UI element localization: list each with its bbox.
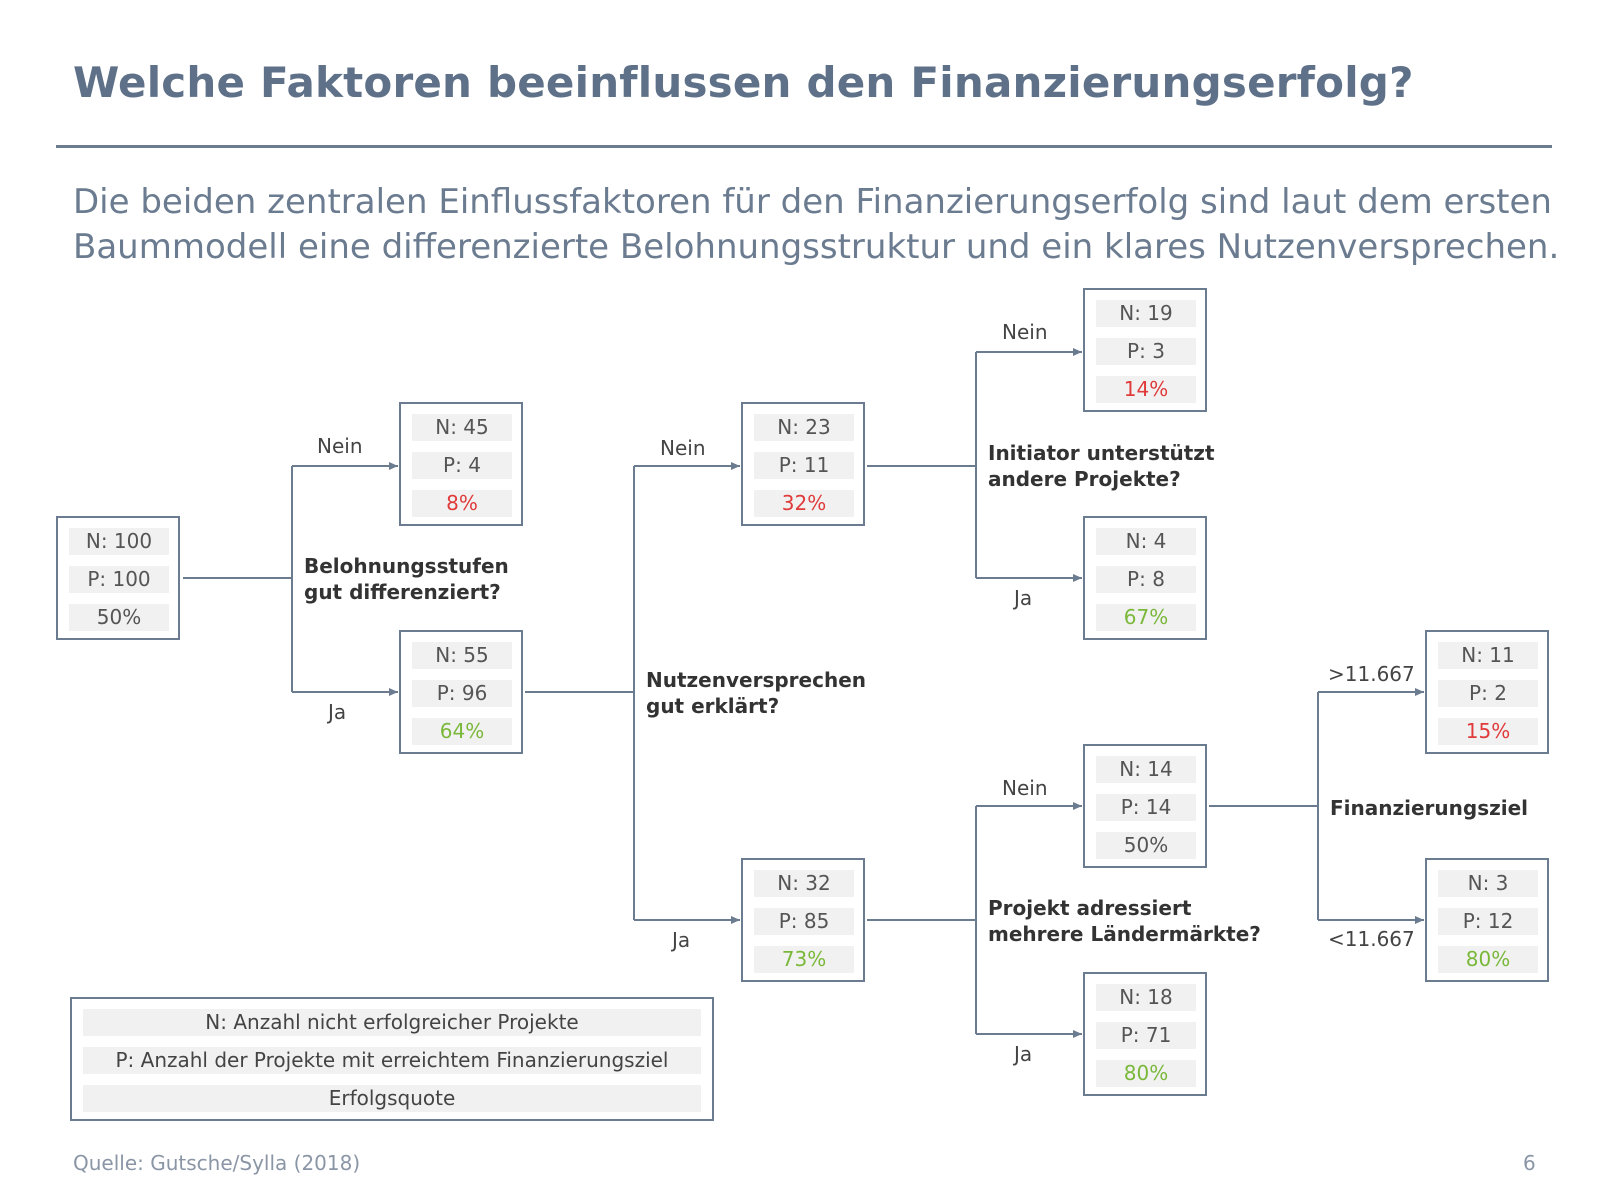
question-initiator bbox=[988, 440, 1215, 492]
branch-label-ja: Ja bbox=[328, 700, 347, 724]
node-rate: 64% bbox=[412, 718, 512, 745]
node-n: N: 19 bbox=[1096, 300, 1196, 327]
question-line: mehrere Ländermärkte? bbox=[988, 922, 1261, 946]
node-n: N: 11 bbox=[1438, 642, 1538, 669]
branch-label-lt: <11.667 bbox=[1328, 927, 1415, 951]
node-l2-nein bbox=[741, 402, 865, 526]
node-rate: 8% bbox=[412, 490, 512, 517]
node-l3b-nein bbox=[1083, 744, 1207, 868]
branch-label-gt: >11.667 bbox=[1328, 662, 1415, 686]
subtitle-line-2: Baummodell eine differenzierte Belohnungsstruktur und ein klares Nutzenversprechen. bbox=[73, 227, 1560, 267]
node-l3a-nein bbox=[1083, 288, 1207, 412]
legend-p: P: Anzahl der Projekte mit erreichtem Finanzierungsziel bbox=[83, 1047, 701, 1074]
question-line: Belohnungsstufen bbox=[304, 554, 509, 578]
branch-label-nein: Nein bbox=[1002, 320, 1048, 344]
node-p: P: 14 bbox=[1096, 794, 1196, 821]
question-line: gut differenziert? bbox=[304, 580, 501, 604]
source-note: Quelle: Gutsche/Sylla (2018) bbox=[73, 1151, 361, 1175]
node-p: P: 85 bbox=[754, 908, 854, 935]
node-n: N: 32 bbox=[754, 870, 854, 897]
node-p: P: 3 bbox=[1096, 338, 1196, 365]
node-n: N: 100 bbox=[69, 528, 169, 555]
legend-n: N: Anzahl nicht erfolgreicher Projekte bbox=[83, 1009, 701, 1036]
node-p: P: 12 bbox=[1438, 908, 1538, 935]
branch-label-nein: Nein bbox=[317, 434, 363, 458]
page-number: 6 bbox=[1523, 1151, 1536, 1175]
node-n: N: 18 bbox=[1096, 984, 1196, 1011]
branch-label-nein: Nein bbox=[660, 436, 706, 460]
node-rate: 67% bbox=[1096, 604, 1196, 631]
node-p: P: 11 bbox=[754, 452, 854, 479]
node-p: P: 8 bbox=[1096, 566, 1196, 593]
node-l4-lt bbox=[1425, 858, 1549, 982]
node-l1-ja bbox=[399, 630, 523, 754]
node-n: N: 3 bbox=[1438, 870, 1538, 897]
legend bbox=[70, 997, 714, 1121]
node-rate: 14% bbox=[1096, 376, 1196, 403]
question-line: Nutzenversprechen bbox=[646, 668, 866, 692]
node-l2-ja bbox=[741, 858, 865, 982]
question-line: gut erklärt? bbox=[646, 694, 780, 718]
question-line: Projekt adressiert bbox=[988, 896, 1192, 920]
node-n: N: 55 bbox=[412, 642, 512, 669]
node-l1-nein bbox=[399, 402, 523, 526]
node-rate: 80% bbox=[1438, 946, 1538, 973]
question-laendermaerkte bbox=[988, 895, 1261, 947]
node-l3b-ja bbox=[1083, 972, 1207, 1096]
node-n: N: 45 bbox=[412, 414, 512, 441]
branch-label-ja: Ja bbox=[1014, 586, 1033, 610]
branch-label-nein: Nein bbox=[1002, 776, 1048, 800]
question-line: andere Projekte? bbox=[988, 467, 1181, 491]
node-p: P: 71 bbox=[1096, 1022, 1196, 1049]
node-p: P: 4 bbox=[412, 452, 512, 479]
node-n: N: 14 bbox=[1096, 756, 1196, 783]
branch-label-ja: Ja bbox=[1014, 1042, 1033, 1066]
subtitle-line-1: Die beiden zentralen Einflussfaktoren für den Finanzierungserfolg sind laut dem ersten bbox=[73, 182, 1552, 222]
node-l4-gt bbox=[1425, 630, 1549, 754]
question-finanzierungsziel: Finanzierungsziel bbox=[1330, 796, 1529, 820]
node-p: P: 100 bbox=[69, 566, 169, 593]
node-root bbox=[56, 516, 180, 640]
node-l3a-ja bbox=[1083, 516, 1207, 640]
question-nutzenversprechen bbox=[646, 667, 866, 719]
question-line: Initiator unterstützt bbox=[988, 441, 1215, 465]
question-belohnungsstufen bbox=[304, 553, 509, 605]
node-rate: 73% bbox=[754, 946, 854, 973]
node-n: N: 4 bbox=[1096, 528, 1196, 555]
legend-rate: Erfolgsquote bbox=[83, 1085, 701, 1112]
node-p: P: 2 bbox=[1438, 680, 1538, 707]
node-rate: 50% bbox=[1096, 832, 1196, 859]
node-rate: 15% bbox=[1438, 718, 1538, 745]
branch-label-ja: Ja bbox=[672, 928, 691, 952]
page-title: Welche Faktoren beeinflussen den Finanzierungserfolg? bbox=[73, 58, 1414, 107]
node-p: P: 96 bbox=[412, 680, 512, 707]
node-n: N: 23 bbox=[754, 414, 854, 441]
node-rate: 50% bbox=[69, 604, 169, 631]
node-rate: 32% bbox=[754, 490, 854, 517]
node-rate: 80% bbox=[1096, 1060, 1196, 1087]
